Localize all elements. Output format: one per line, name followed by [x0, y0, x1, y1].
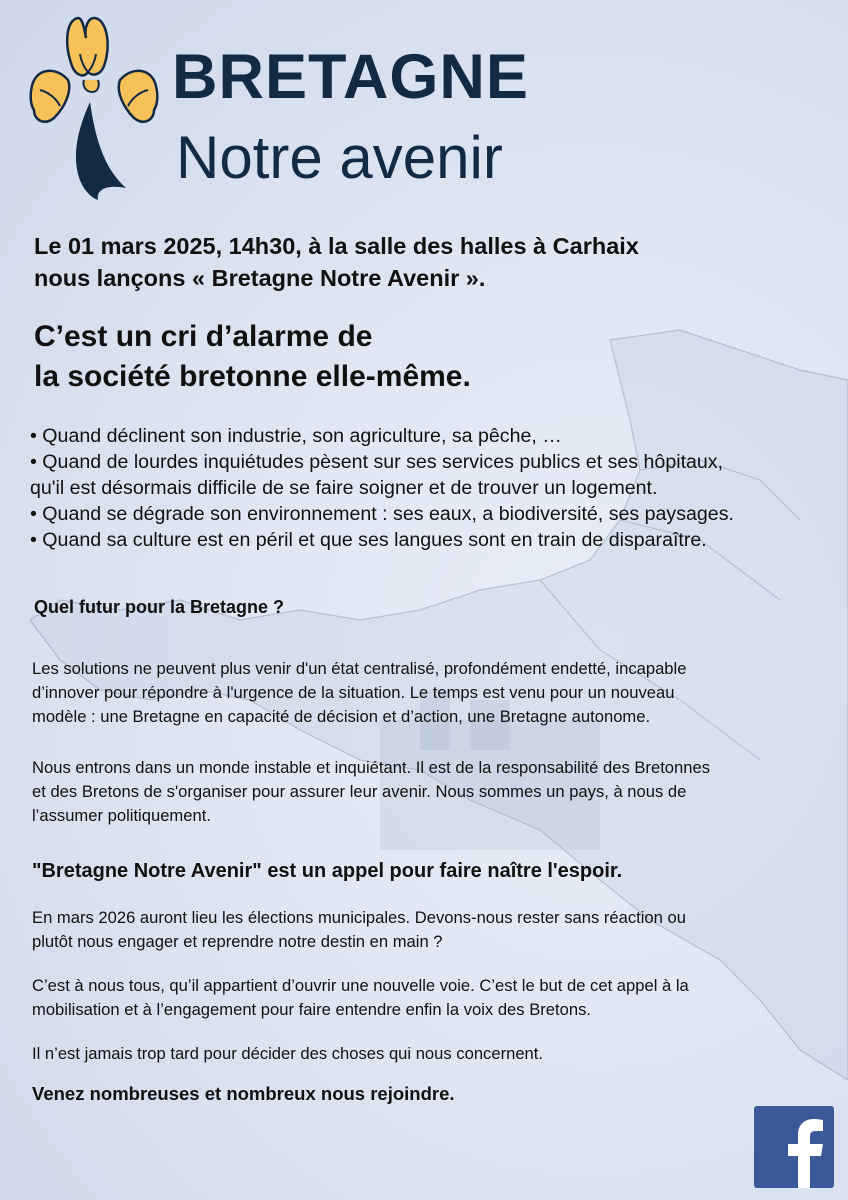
- paragraph-line: Nous entrons dans un monde instable et inquiétant. Il est de la responsabilité des Bretonnes: [32, 758, 711, 777]
- paragraph-line: C’est à nous tous, qu’il appartient d’ouvrir une nouvelle voie. C’est le but de cet appel à la: [32, 976, 689, 995]
- paragraph-line: et des Bretons de s'organiser pour assurer leur avenir. Nous sommes un pays, à nous de: [32, 782, 687, 801]
- paragraph-line: Il n’est jamais trop tard pour décider des choses qui nous concernent.: [32, 1044, 544, 1063]
- headline-line: la société bretonne elle-même.: [34, 360, 471, 393]
- paragraph-line: d’innover pour répondre à l'urgence de la situation. Le temps est venu pour un nouveau: [32, 683, 675, 702]
- paragraph: [32, 756, 822, 828]
- paragraph-line: plutôt nous engager et reprendre notre destin en main ?: [32, 932, 443, 951]
- paragraph: [32, 906, 822, 954]
- facebook-button[interactable]: [754, 1106, 834, 1188]
- brand-title: BRETAGNE: [172, 42, 529, 112]
- paragraph-line: modèle : une Bretagne en capacité de décision et d’action, une Bretagne autonome.: [32, 707, 651, 726]
- bullet-list: [30, 423, 840, 553]
- headline-line: C’est un cri d’alarme de: [34, 320, 373, 353]
- section-title: Quel futur pour la Bretagne ?: [34, 597, 285, 617]
- closing-text: Venez nombreuses et nombreux nous rejoindre.: [32, 1083, 455, 1104]
- paragraph-line: Les solutions ne peuvent plus venir d'un état centralisé, profondément endetté, incapable: [32, 659, 687, 678]
- list-item: • Quand déclinent son industrie, son agriculture, sa pêche, …: [30, 425, 562, 447]
- list-item: • Quand de lourdes inquiétudes pèsent sur ses services publics et ses hôpitaux,: [30, 451, 724, 473]
- headline: [34, 317, 471, 397]
- list-item: • Quand se dégrade son environnement : ses eaux, a biodiversité, ses paysages.: [30, 503, 734, 525]
- facebook-icon: [754, 1106, 834, 1188]
- announcement-line: nous lançons « Bretagne Notre Avenir ».: [34, 265, 486, 291]
- orchid-flower-logo-icon: [26, 14, 162, 200]
- list-item: • Quand sa culture est en péril et que ses langues sont en train de disparaître.: [30, 529, 707, 551]
- announcement-line: Le 01 mars 2025, 14h30, à la salle des halles à Carhaix: [34, 233, 639, 259]
- paragraph-line: mobilisation et à l’engagement pour faire entendre enfin la voix des Bretons.: [32, 1000, 591, 1019]
- brand-subtitle: Notre avenir: [176, 124, 503, 191]
- paragraph-line: l’assumer politiquement.: [32, 806, 211, 825]
- announcement: [34, 230, 639, 294]
- call-heading: "Bretagne Notre Avenir" est un appel pour faire naître l'espoir.: [32, 860, 623, 882]
- paragraph: [32, 657, 822, 729]
- paragraph: [32, 1042, 822, 1066]
- paragraph-line: En mars 2026 auront lieu les élections municipales. Devons-nous rester sans réaction ou: [32, 908, 686, 927]
- paragraph: [32, 974, 822, 1022]
- list-item: qu'il est désormais difficile de se faire soigner et de trouver un logement.: [30, 477, 658, 499]
